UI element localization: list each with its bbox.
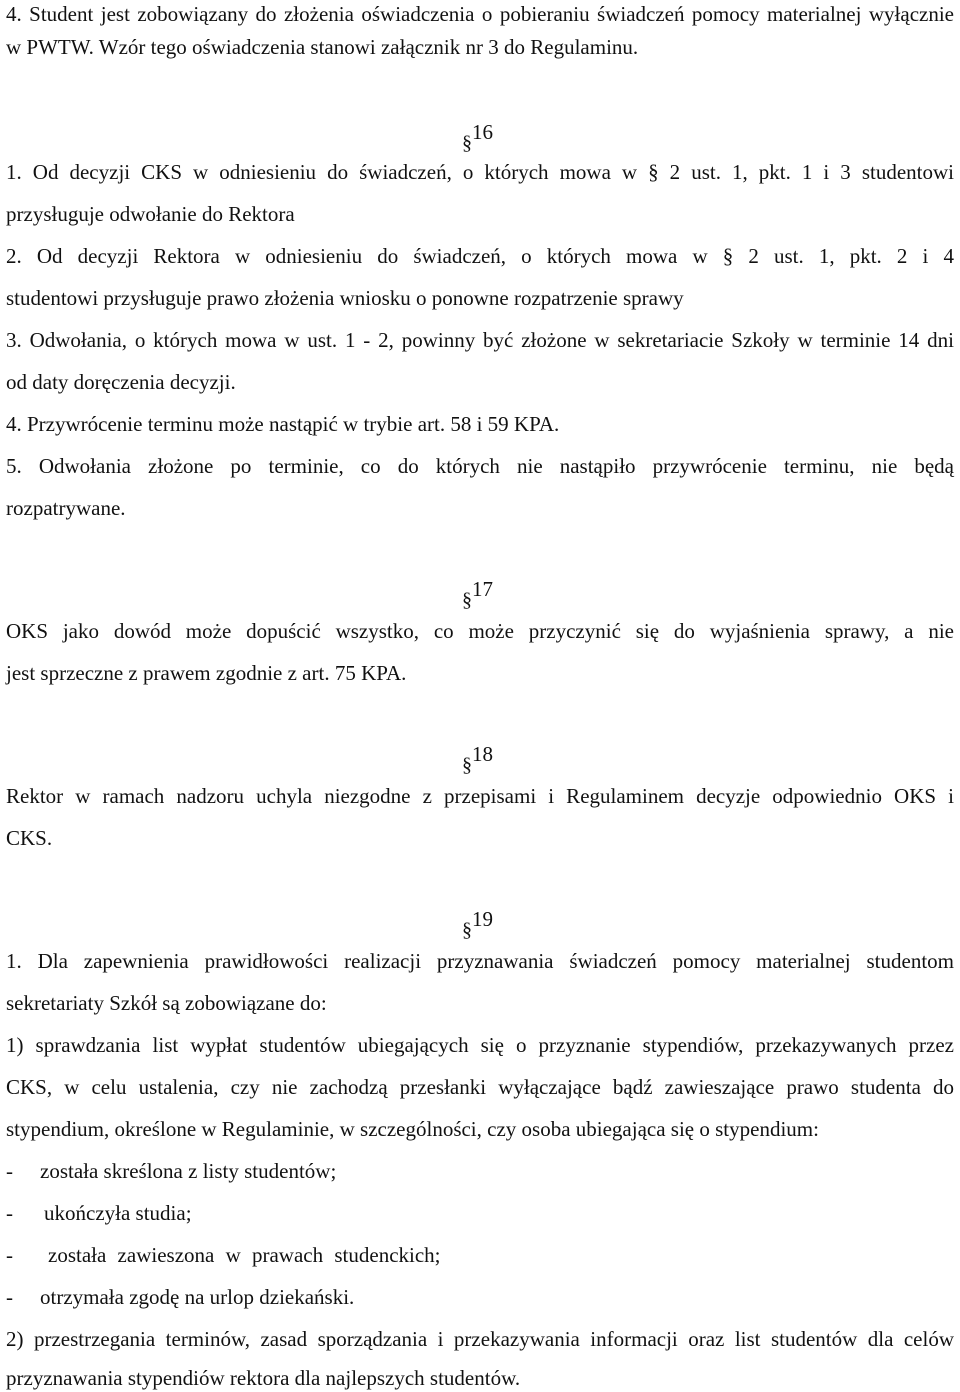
s17-line-1: OKS jako dowód może dopuścić wszystko, co może przyczynić się do wyjaśnienia sprawy, a nie <box>6 619 954 643</box>
section-mark: § <box>462 919 472 941</box>
s16-line-6: od daty doręczenia decyzji. <box>6 370 236 394</box>
bullet-text: ukończyła studia; <box>44 1201 192 1225</box>
section-heading-18 <box>462 740 522 776</box>
s19-tail-line-2: przyznawania stypendiów rektora dla najlepszych studentów. <box>6 1366 521 1390</box>
s19-tail-line-1: 2) przestrzegania terminów, zasad sporządzania i przekazywania informacji oraz list studentów dla celów <box>6 1327 954 1351</box>
s19-line-3: 1) sprawdzania list wypłat studentów ubiegających się o przyznanie stypendiów, przekazywanych przez <box>6 1033 954 1057</box>
section-mark: § <box>462 589 472 611</box>
section-heading-16 <box>462 118 522 154</box>
s19-line-4: CKS, w celu ustalenia, czy nie zachodzą przesłanki wyłączające bądź zawieszające prawo studenta do <box>6 1075 954 1099</box>
section-number: 18 <box>472 742 493 766</box>
s17-line-2: jest sprzeczne z prawem zgodnie z art. 75 KPA. <box>6 661 407 685</box>
s16-line-7: 4. Przywrócenie terminu może nastąpić w trybie art. 58 i 59 KPA. <box>6 412 560 436</box>
s16-line-9: rozpatrywane. <box>6 496 126 520</box>
s19-line-2: sekretariaty Szkół są zobowiązane do: <box>6 991 327 1015</box>
s18-line-2: CKS. <box>6 826 53 850</box>
bullet-mark: - <box>6 1201 13 1225</box>
section-mark: § <box>462 132 472 154</box>
s16-line-1: 1. Od decyzji CKS w odniesieniu do świadczeń, o których mowa w § 2 ust. 1, pkt. 1 i 3 studentowi <box>6 160 954 184</box>
section-number: 16 <box>472 120 493 144</box>
s16-line-4: studentowi przysługuje prawo złożenia wniosku o ponowne rozpatrzenie sprawy <box>6 286 684 310</box>
section-heading-19 <box>462 905 522 941</box>
s19-line-5: stypendium, określone w Regulaminie, w szczególności, czy osoba ubiegająca się o stypendium: <box>6 1117 819 1141</box>
bullet-mark: - <box>6 1159 13 1183</box>
section-heading-17 <box>462 575 522 611</box>
bullet-text: otrzymała zgodę na urlop dziekański. <box>40 1285 355 1309</box>
s16-line-5: 3. Odwołania, o których mowa w ust. 1 - 2, powinny być złożone w sekretariacie Szkoły w terminie 14 dni <box>6 328 954 352</box>
bullet-mark: - <box>6 1285 13 1309</box>
bullet-text: została skreślona z listy studentów; <box>40 1159 337 1183</box>
intro-line-2: w PWTW. Wzór tego oświadczenia stanowi załącznik nr 3 do Regulaminu. <box>6 35 639 59</box>
s18-line-1: Rektor w ramach nadzoru uchyla niezgodne z przepisami i Regulaminem decyzje odpowiednio OKS i <box>6 784 954 808</box>
bullet-text: została zawieszona w prawach studenckich; <box>48 1243 441 1267</box>
s16-line-8: 5. Odwołania złożone po terminie, co do których nie nastąpiło przywrócenie terminu, nie będą <box>6 454 954 478</box>
s16-line-3: 2. Od decyzji Rektora w odniesieniu do świadczeń, o których mowa w § 2 ust. 1, pkt. 2 i 4 <box>6 244 954 268</box>
bullet-mark: - <box>6 1243 13 1267</box>
section-number: 17 <box>472 577 493 601</box>
s16-line-2: przysługuje odwołanie do Rektora <box>6 202 295 226</box>
section-number: 19 <box>472 907 493 931</box>
section-mark: § <box>462 754 472 776</box>
intro-line-1: 4. Student jest zobowiązany do złożenia oświadczenia o pobieraniu świadczeń pomocy materialnej wyłącznie <box>6 2 954 26</box>
s19-line-1: 1. Dla zapewnienia prawidłowości realizacji przyznawania świadczeń pomocy materialnej studentom <box>6 949 954 973</box>
